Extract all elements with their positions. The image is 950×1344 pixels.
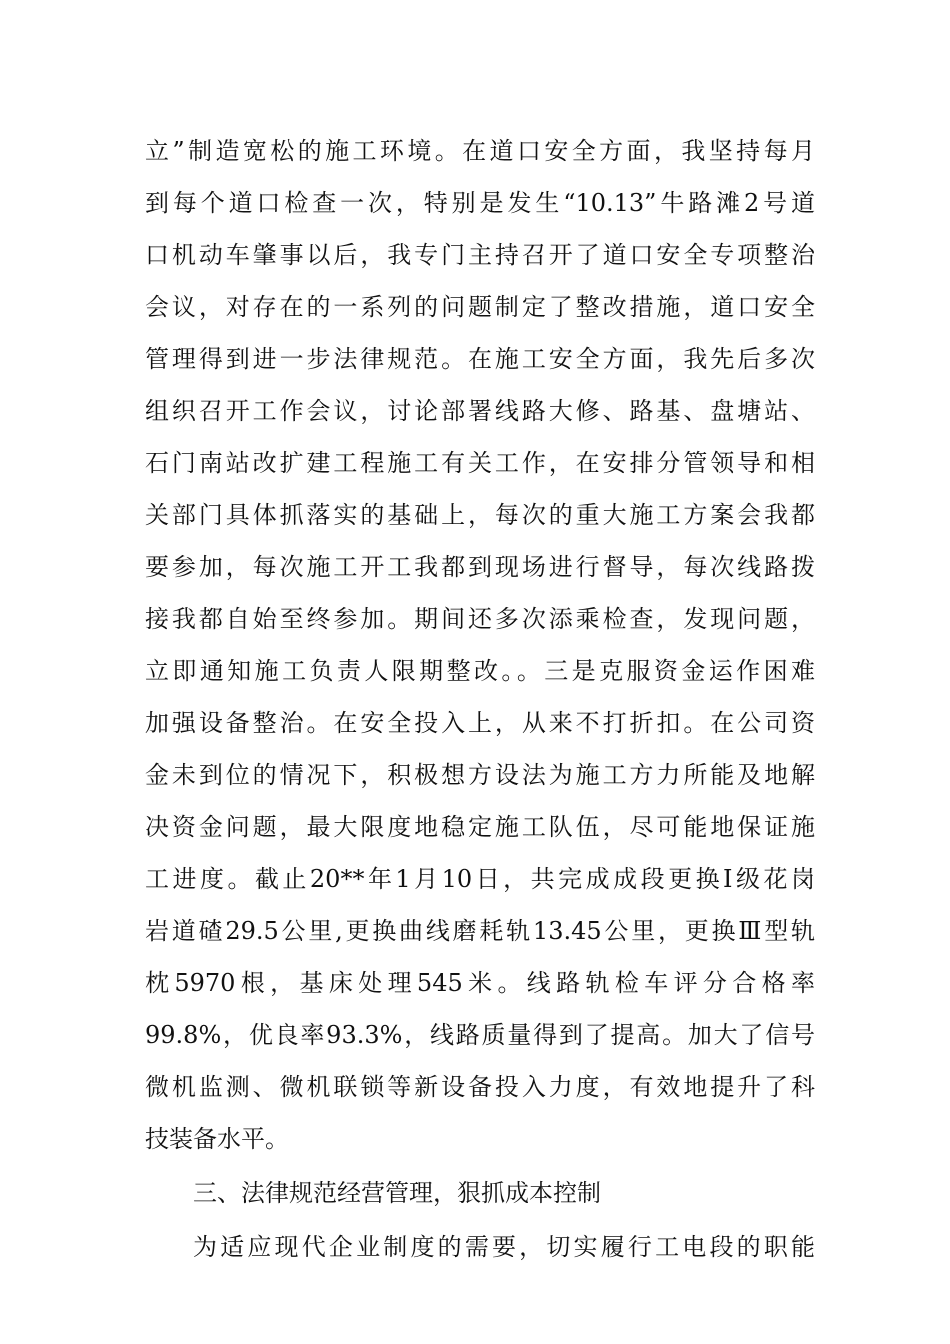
paragraph-line-10: 接我都自始至终参加。期间还多次添乘检查，发现问题， [145,605,815,633]
paragraph-line-1: 立”制造宽松的施工环境。在道口安全方面，我坚持每月 [145,137,815,165]
paragraph-line-18: 99.8%，优良率93.3%，线路质量得到了提高。加大了信号 [145,1021,815,1049]
paragraph-line-16: 岩道碴29.5公里,更换曲线磨耗轨13.45公里，更换Ⅲ型轨 [145,917,815,945]
paragraph-line-15: 工进度。截止20**年1月10日，共完成成段更换Ⅰ级花岗 [145,865,815,893]
paragraph-line-19: 微机监测、微机联锁等新设备投入力度，有效地提升了科 [145,1073,815,1101]
paragraph-line-5: 管理得到进一步法律规范。在施工安全方面，我先后多次 [145,345,815,373]
paragraph-line-8: 关部门具体抓落实的基础上，每次的重大施工方案会我都 [145,501,815,529]
paragraph-line-6: 组织召开工作会议，讨论部署线路大修、路基、盘塘站、 [145,397,815,425]
paragraph-line-20: 技装备水平。 [145,1125,289,1153]
paragraph-line-3: 口机动车肇事以后，我专门主持召开了道口安全专项整治 [145,241,815,269]
paragraph-line-7: 石门南站改扩建工程施工有关工作，在安排分管领导和相 [145,449,815,477]
paragraph-line-2: 到每个道口检查一次，特别是发生“10.13”牛路滩2号道 [145,189,815,217]
paragraph-line-12: 加强设备整治。在安全投入上，从来不打折扣。在公司资 [145,709,815,737]
paragraph-line-17: 枕5970根，基床处理545米。线路轨检车评分合格率 [145,969,815,997]
paragraph-line-4: 会议，对存在的一系列的问题制定了整改措施，道口安全 [145,293,815,321]
paragraph-line-11: 立即通知施工负责人限期整改。。三是克服资金运作困难 [145,657,815,685]
section-heading: 三、法律规范经营管理，狠抓成本控制 [193,1179,601,1207]
paragraph-line-14: 决资金问题，最大限度地稳定施工队伍，尽可能地保证施 [145,813,815,841]
paragraph-line-final: 为适应现代企业制度的需要，切实履行工电段的职能 [193,1233,815,1261]
paragraph-line-9: 要参加，每次施工开工我都到现场进行督导，每次线路拨 [145,553,815,581]
paragraph-line-13: 金未到位的情况下，积极想方设法为施工方力所能及地解 [145,761,815,789]
